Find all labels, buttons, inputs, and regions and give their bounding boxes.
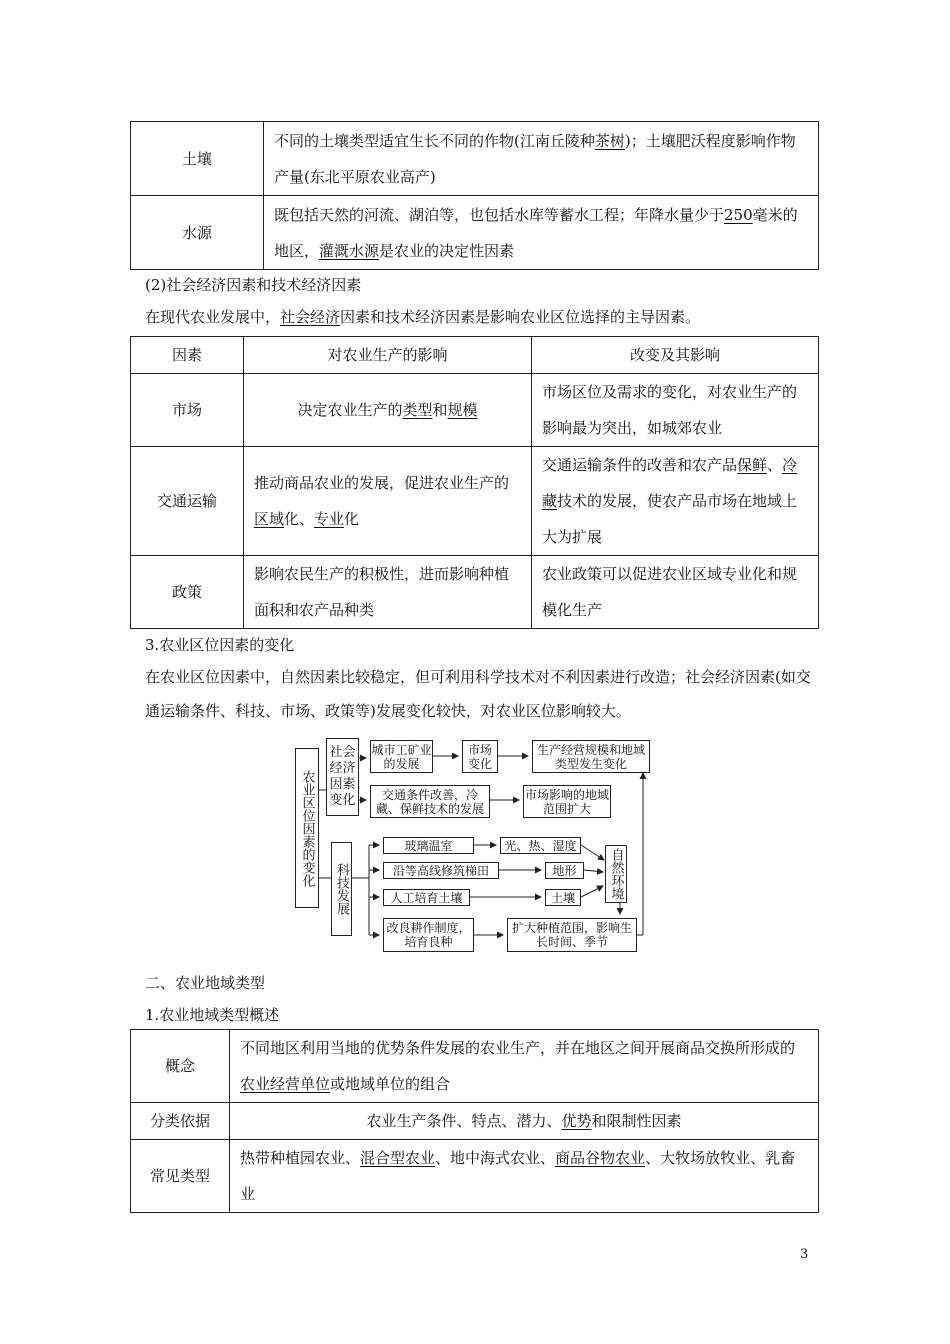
text: 在现代农业发展中， [145,308,281,326]
underlined-text: 类型 [402,401,433,419]
underlined-text: 灌溉水源 [319,241,380,260]
section-heading: (2)社会经济因素和技术经济因素 [145,276,362,294]
underlined-text: 茶树 [594,131,625,150]
text: 和限制性因素 [591,1112,682,1130]
text: 不同的土壤类型适宜生长不同的作物(江南丘陵种 [274,131,595,150]
change-cell: 市场区位及需求的变化，对农业生产的影响最为突出，如城郊农业 [532,374,819,447]
diagram-terrain-node: 地形 [545,862,584,879]
text: 推动商品农业的发展，促进农业生产的 [254,474,510,492]
content-cell [230,1140,819,1213]
text: 技术的发展，使农产品市场在地域上大为扩展 [542,492,798,546]
table-row [131,196,819,270]
diagram-farming-node: 改良耕作制度，培育良种 [383,918,474,952]
diagram-terrace-node: 沿等高线修筑梯田 [383,862,499,879]
underlined-text: 社会经济 [280,308,341,326]
table-row [131,1103,819,1140]
text: 、大牧场放牧业、乳畜业 [240,1149,796,1203]
table-row [131,374,819,447]
factor-label: 水源 [181,223,212,242]
header-cell: 因素 [131,337,244,374]
paragraph: 在农业区位因素中，自然因素比较稳定，但可利用科学技术对不利因素进行改造；社会经济因素(如交通运输条件、科技、市场、政策等)发展变化较快，对农业区位影响较大。 [145,668,811,720]
diagram-greenhouse-node: 玻璃温室 [383,837,474,854]
text: 因素和技术经济因素是影响农业区位选择的主导因素。 [340,308,701,326]
underlined-text: 专业 [314,510,345,528]
diagram-scale-node: 生产经营规模和地域类型发生变化 [532,740,650,773]
text: 毫米的地区， [274,205,798,260]
natural-factors-table [130,121,819,270]
text: 化、 [284,510,315,528]
change-cell: 农业政策可以促进农业区域专业化和规模化生产 [532,556,819,629]
diagram-soil-node: 土壤 [545,889,581,906]
underlined-text: 混合型农业 [360,1149,436,1167]
effect-cell [244,374,532,447]
effect-cell [244,447,532,556]
underlined-text: 优势 [561,1112,592,1130]
underlined-text: 保鲜 [737,456,768,474]
section-heading: 3.农业区位因素的变化 [145,636,295,654]
underlined-text: 区域 [254,510,285,528]
diagram-transport-node: 交通条件改善，冷藏、保鲜技术的发展 [370,785,490,818]
subsection-heading: 1.农业地域类型概述 [145,1006,280,1024]
effect-cell [264,196,819,270]
factor-cell: 政策 [131,556,244,629]
diagram-tech-node: 科技发展 [331,842,352,936]
socioeconomic-table [130,336,819,629]
factor-cell [131,196,264,270]
text: 决定农业生产的 [297,401,403,419]
label-cell: 概念 [131,1030,230,1103]
text: 既包括天然的河流、湖泊等，也包括水库等蓄水工程；年降水量少于 [274,205,725,224]
diagram-city-node: 城市工矿业的发展 [370,740,433,773]
text: )；土壤肥沃程度影响作物产量(东北平原农业高产) [274,131,796,186]
text: 和 [432,401,448,419]
text: 是农业的决定性因素 [379,241,515,260]
diagram-market-node: 市场变化 [462,740,498,773]
diagram-range-node: 市场影响的地域范围扩大 [523,785,611,818]
diagram-expand-node: 扩大种植范围，影响生长时间、季节 [507,918,637,952]
header-cell: 改变及其影响 [532,337,819,374]
content-cell [230,1103,819,1140]
factor-cell: 市场 [131,374,244,447]
diagram-social-node: 社会经济因素变化 [326,738,359,816]
underlined-text: 冷藏 [542,456,798,510]
diagram-light-node: 光、热、湿度 [500,837,581,854]
table-row [131,1030,819,1103]
underlined-text: 250 [724,205,753,224]
table-row [131,122,819,196]
paragraph [145,300,820,334]
underlined-text: 农业经营单位 [240,1075,331,1093]
content-cell [230,1030,819,1103]
agricultural-types-table [130,1029,819,1213]
text: 化 [344,510,360,528]
factor-label: 土壤 [181,149,212,168]
diagram-nature-node: 自然环境 [605,845,627,903]
effect-cell [264,122,819,196]
text: 不同地区利用当地的优势条件发展的农业生产，并在地区之间开展商品交换所形成的 [240,1039,796,1057]
text: 农业生产条件、特点、潜力、 [366,1112,562,1130]
factor-cell: 交通运输 [131,447,244,556]
underlined-text: 规模 [447,401,478,419]
label-cell: 常见类型 [131,1140,230,1213]
text: 热带种植园农业、 [240,1149,361,1167]
section-heading: 二、农业地域类型 [145,974,266,992]
text: 、 [767,456,783,474]
table-row [131,1140,819,1213]
diagram-main-node: 农业区位因素的变化 [295,748,319,908]
table-header-row [131,337,819,374]
change-cell [532,447,819,556]
text: 交通运输条件的改善和农产品 [542,456,738,474]
page-number: 3 [800,1247,809,1262]
factor-cell [131,122,264,196]
header-cell: 对农业生产的影响 [244,337,532,374]
table-row [131,556,819,629]
text: 或地域单位的组合 [330,1075,451,1093]
label-cell: 分类依据 [131,1103,230,1140]
diagram-soil-making-node: 人工培育土壤 [383,889,470,906]
table-row [131,447,819,556]
effect-cell: 影响农民生产的积极性，进而影响种植面积和农产品种类 [244,556,532,629]
underlined-text: 商品谷物农业 [555,1149,646,1167]
text: 、地中海式农业、 [435,1149,556,1167]
